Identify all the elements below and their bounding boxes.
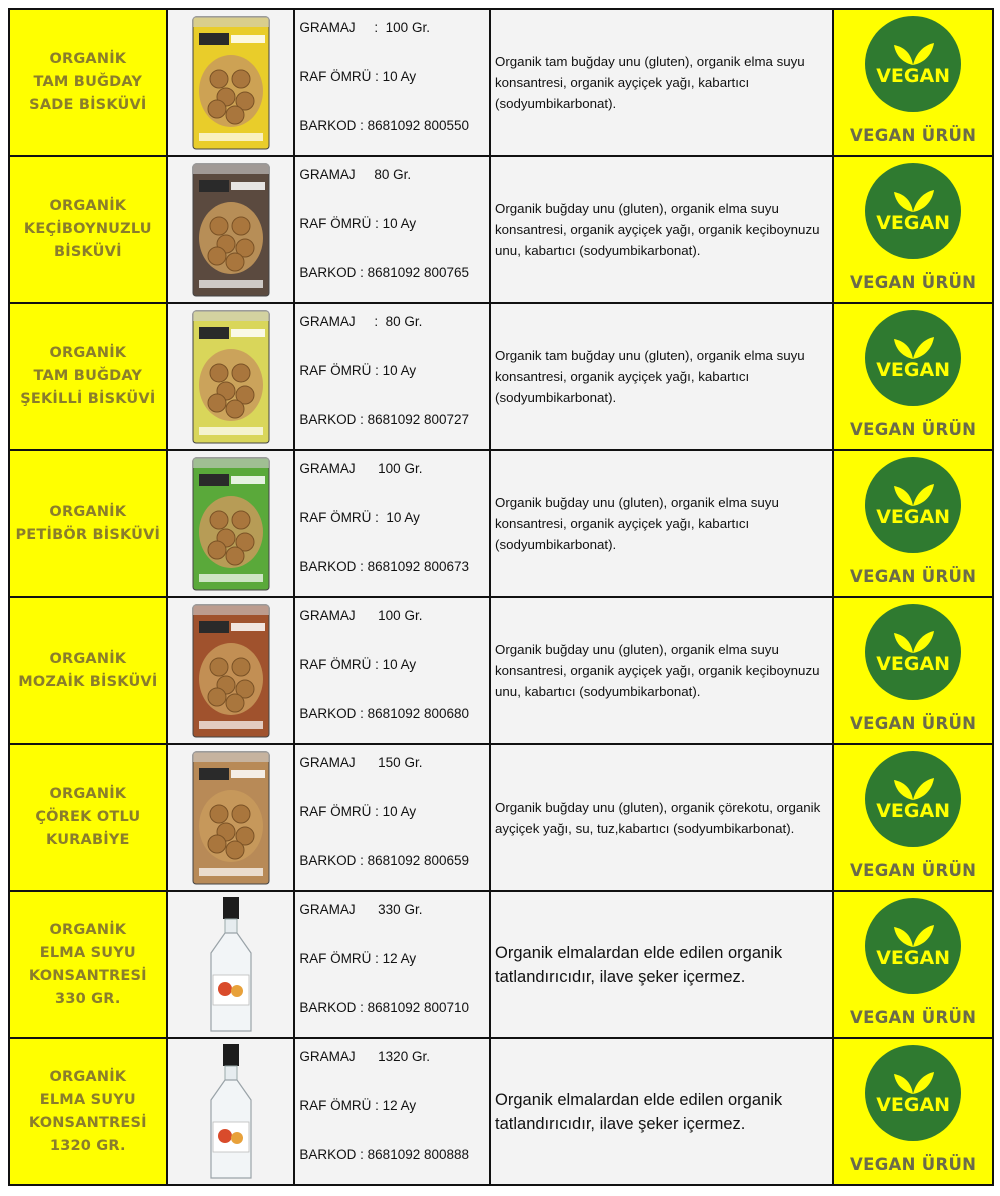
product-name-cell (10, 10, 168, 155)
product-row (8, 8, 994, 155)
product-specs-cell (295, 1039, 491, 1184)
product-image (181, 601, 281, 741)
gramaj-text: GRAMAJ 1320 Gr. (299, 1049, 430, 1064)
ingredients-cell (491, 892, 834, 1037)
gramaj-text: GRAMAJ : 100 Gr. (299, 20, 430, 35)
ingredients-text: Organik elmalardan elde edilen organik tatlandırıcıdır, ilave şeker içermez. (495, 1090, 783, 1133)
badge-text: VEGAN (876, 506, 951, 528)
leaf-icon (890, 41, 936, 67)
product-name: ORGANİK ELMA SUYU KONSANTRESİ 1320 GR. (28, 1068, 147, 1154)
product-image (181, 454, 281, 594)
gramaj-text: GRAMAJ 80 Gr. (299, 167, 412, 182)
badge-text: VEGAN (876, 65, 951, 87)
vegan-label: VEGAN ÜRÜN (850, 861, 977, 880)
gramaj-text: GRAMAJ 100 Gr. (299, 461, 423, 476)
vegan-label: VEGAN ÜRÜN (850, 1008, 977, 1027)
product-image-cell (168, 892, 296, 1037)
gramaj-text: GRAMAJ : 80 Gr. (299, 314, 423, 329)
leaf-icon (890, 629, 936, 655)
raf-omru-text: RAF ÖMRÜ : 10 Ay (299, 216, 417, 231)
badge-text: VEGAN (876, 1094, 951, 1116)
leaf-icon (890, 923, 936, 949)
gramaj-text: GRAMAJ 330 Gr. (299, 902, 423, 917)
product-name-cell (10, 157, 168, 302)
ingredients-text: Organik buğday unu (gluten), organik çörekotu, organik ayçiçek yağı, su, tuz,kabartıcı (sodyumbikarbonat). (495, 799, 821, 836)
vegan-leaf-badge-icon (865, 16, 961, 112)
vegan-cell (834, 304, 992, 449)
raf-omru-text: RAF ÖMRÜ : 12 Ay (299, 951, 417, 966)
ingredients-text: Organik buğday unu (gluten), organik elma suyu konsantresi, organik ayçiçek yağı, organik keçiboynuzu unu, kabartıcı (sodyumbikarbonat). (495, 642, 820, 699)
product-specs-cell (295, 598, 491, 743)
product-image (181, 13, 281, 153)
product-name-cell (10, 304, 168, 449)
vegan-cell (834, 598, 992, 743)
product-name: ORGANİK PETİBÖR BİSKÜVİ (15, 503, 161, 543)
ingredients-cell (491, 451, 834, 596)
vegan-label: VEGAN ÜRÜN (850, 567, 977, 586)
product-catalog-table (8, 8, 994, 1186)
vegan-label: VEGAN ÜRÜN (850, 1155, 977, 1174)
ingredients-cell (491, 304, 834, 449)
vegan-label: VEGAN ÜRÜN (850, 273, 977, 292)
raf-omru-text: RAF ÖMRÜ : 12 Ay (299, 1098, 417, 1113)
product-image (181, 160, 281, 300)
barkod-text: BARKOD : 8681092 800888 (299, 1147, 470, 1162)
product-image (181, 1042, 281, 1182)
ingredients-cell (491, 10, 834, 155)
badge-text: VEGAN (876, 359, 951, 381)
ingredients-cell (491, 157, 834, 302)
raf-omru-text: RAF ÖMRÜ : 10 Ay (299, 657, 417, 672)
product-specs-cell (295, 745, 491, 890)
product-row (8, 743, 994, 890)
product-row (8, 1037, 994, 1186)
product-image-cell (168, 304, 296, 449)
product-image-cell (168, 745, 296, 890)
barkod-text: BARKOD : 8681092 800710 (299, 1000, 470, 1015)
product-specs-cell (295, 892, 491, 1037)
vegan-leaf-badge-icon (865, 310, 961, 406)
product-name-cell (10, 745, 168, 890)
leaf-icon (890, 482, 936, 508)
product-name-cell (10, 1039, 168, 1184)
gramaj-text: GRAMAJ 150 Gr. (299, 755, 423, 770)
vegan-leaf-badge-icon (865, 751, 961, 847)
gramaj-text: GRAMAJ 100 Gr. (299, 608, 423, 623)
product-name: ORGANİK ELMA SUYU KONSANTRESİ 330 GR. (28, 921, 147, 1007)
vegan-leaf-badge-icon (865, 898, 961, 994)
barkod-text: BARKOD : 8681092 800680 (299, 706, 470, 721)
ingredients-text: Organik buğday unu (gluten), organik elma suyu konsantresi, organik ayçiçek yağı, kabartıcı (sodyumbikarbonat). (495, 495, 779, 552)
product-row (8, 890, 994, 1037)
vegan-cell (834, 892, 992, 1037)
raf-omru-text: RAF ÖMRÜ : 10 Ay (299, 510, 420, 525)
vegan-cell (834, 451, 992, 596)
leaf-icon (890, 335, 936, 361)
barkod-text: BARKOD : 8681092 800659 (299, 853, 470, 868)
product-image-cell (168, 157, 296, 302)
badge-text: VEGAN (876, 800, 951, 822)
leaf-icon (890, 776, 936, 802)
vegan-cell (834, 10, 992, 155)
raf-omru-text: RAF ÖMRÜ : 10 Ay (299, 69, 417, 84)
product-specs-cell (295, 304, 491, 449)
badge-text: VEGAN (876, 212, 951, 234)
ingredients-cell (491, 745, 834, 890)
vegan-cell (834, 1039, 992, 1184)
ingredients-cell (491, 1039, 834, 1184)
product-specs-cell (295, 451, 491, 596)
vegan-label: VEGAN ÜRÜN (850, 714, 977, 733)
product-image (181, 307, 281, 447)
product-image (181, 895, 281, 1035)
vegan-label: VEGAN ÜRÜN (850, 126, 977, 145)
ingredients-text: Organik tam buğday unu (gluten), organik elma suyu konsantresi, organik ayçiçek yağı, kabartıcı (sodyumbikarbonat). (495, 348, 805, 405)
leaf-icon (890, 1070, 936, 1096)
product-name: ORGANİK TAM BUĞDAY ŞEKİLLİ BİSKÜVİ (20, 345, 156, 407)
product-name: ORGANİK KEÇİBOYNUZLU BİSKÜVİ (23, 198, 152, 260)
badge-text: VEGAN (876, 947, 951, 969)
raf-omru-text: RAF ÖMRÜ : 10 Ay (299, 804, 417, 819)
ingredients-cell (491, 598, 834, 743)
product-specs-cell (295, 157, 491, 302)
vegan-leaf-badge-icon (865, 163, 961, 259)
barkod-text: BARKOD : 8681092 800727 (299, 412, 470, 427)
leaf-icon (890, 188, 936, 214)
barkod-text: BARKOD : 8681092 800550 (299, 118, 470, 133)
product-image-cell (168, 451, 296, 596)
product-row (8, 155, 994, 302)
barkod-text: BARKOD : 8681092 800765 (299, 265, 470, 280)
product-row (8, 449, 994, 596)
product-name: ORGANİK TAM BUĞDAY SADE BİSKÜVİ (29, 51, 147, 113)
badge-text: VEGAN (876, 653, 951, 675)
ingredients-text: Organik elmalardan elde edilen organik tatlandırıcıdır, ilave şeker içermez. (495, 943, 783, 986)
barkod-text: BARKOD : 8681092 800673 (299, 559, 470, 574)
product-image-cell (168, 10, 296, 155)
vegan-cell (834, 745, 992, 890)
product-name: ORGANİK ÇÖREK OTLU KURABİYE (35, 786, 141, 848)
product-name-cell (10, 598, 168, 743)
vegan-leaf-badge-icon (865, 1045, 961, 1141)
product-name: ORGANİK MOZAİK BİSKÜVİ (18, 650, 158, 690)
product-image (181, 748, 281, 888)
ingredients-text: Organik tam buğday unu (gluten), organik elma suyu konsantresi, organik ayçiçek yağı, kabartıcı (sodyumbikarbonat). (495, 54, 805, 111)
ingredients-text: Organik buğday unu (gluten), organik elma suyu konsantresi, organik ayçiçek yağı, organik keçiboynuzu unu, kabartıcı (sodyumbikarbonat). (495, 201, 820, 258)
vegan-leaf-badge-icon (865, 457, 961, 553)
vegan-leaf-badge-icon (865, 604, 961, 700)
product-specs-cell (295, 10, 491, 155)
product-image-cell (168, 598, 296, 743)
product-name-cell (10, 451, 168, 596)
vegan-label: VEGAN ÜRÜN (850, 420, 977, 439)
raf-omru-text: RAF ÖMRÜ : 10 Ay (299, 363, 417, 378)
product-row (8, 596, 994, 743)
product-name-cell (10, 892, 168, 1037)
product-image-cell (168, 1039, 296, 1184)
product-row (8, 302, 994, 449)
vegan-cell (834, 157, 992, 302)
